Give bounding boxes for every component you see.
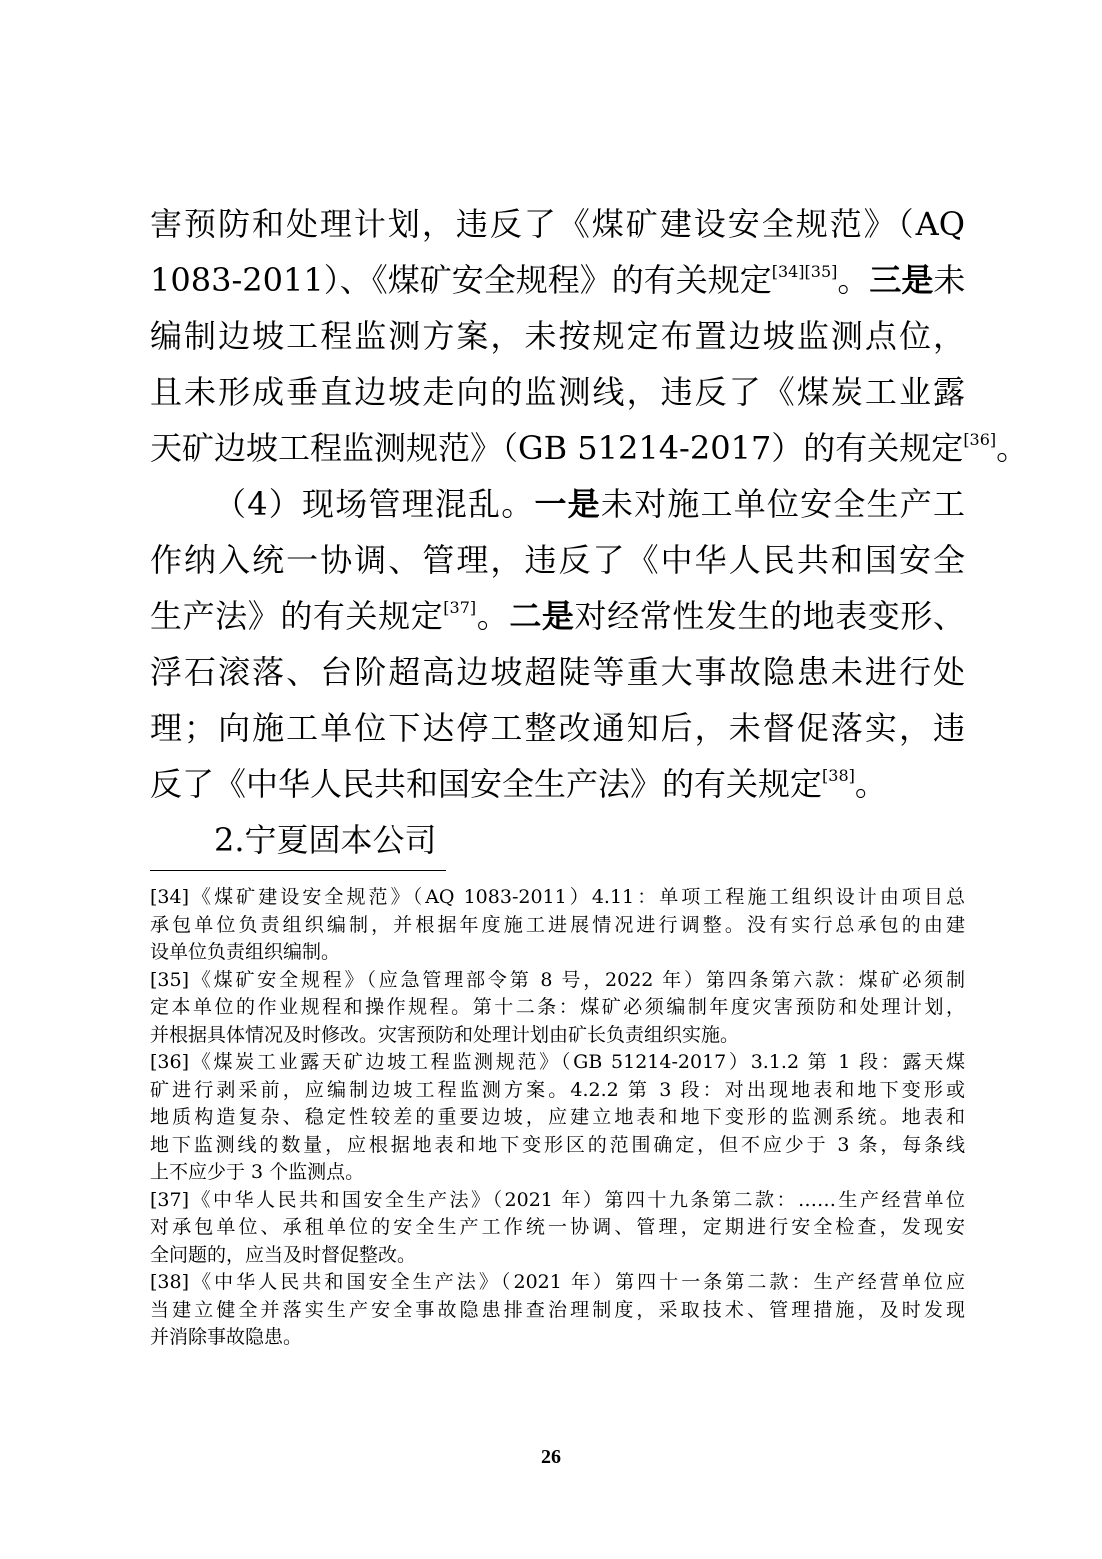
footnote-38 xyxy=(150,1269,965,1352)
footnote-divider xyxy=(150,870,446,871)
body-line xyxy=(150,476,965,532)
footnote-line: 地下监测线的数量，应根据地表和地下变形区的范围确定，但不应少于 3 条，每条线 xyxy=(150,1133,965,1156)
footnote-line: 并消除事故隐患。 xyxy=(150,1326,303,1348)
text: 生产法》的有关规定 xyxy=(150,597,444,635)
text: 1083-2011）、《煤矿安全规程》的有关规定 xyxy=(150,261,772,299)
footnote-line: 对承包单位、承租单位的安全生产工作统一协调、管理，定期进行安全检查，发现安 xyxy=(150,1216,965,1238)
text: 。 xyxy=(837,261,870,299)
body-line xyxy=(150,196,965,252)
text: 浮石滚落、台阶超高边坡超陡等重大事故隐患未进行处 xyxy=(150,653,965,691)
body-line xyxy=(150,532,965,588)
footnote-line: 矿进行剥采前，应编制边坡工程监测方案。4.2.2 第 3 段：对出现地表和地下变形或 xyxy=(150,1078,965,1101)
text: 未 xyxy=(933,261,966,299)
footnote-line: 设单位负责组织编制。 xyxy=(150,941,341,963)
section-subheading: 2.宁夏固本公司 xyxy=(214,821,437,859)
text: 对经常性发生的地表变形、 xyxy=(574,597,965,635)
bold-marker: 二是 xyxy=(509,597,575,635)
footnotes xyxy=(150,884,965,1352)
text: 害预防和处理计划，违反了《煤矿建设安全规范》（AQ xyxy=(150,205,965,243)
text: 天矿边坡工程监测规范》（GB 51214-2017）的有关规定 xyxy=(150,429,964,467)
bold-marker: 一是 xyxy=(534,485,601,523)
footnote-line: [36]《煤炭工业露天矿边坡工程监测规范》（GB 51214-2017）3.1.2 第 1 段：露天煤 xyxy=(150,1051,965,1073)
paragraph-continued xyxy=(150,196,1029,476)
body-line xyxy=(150,756,965,812)
footnote-line: 全问题的，应当及时督促整改。 xyxy=(150,1243,417,1266)
footnote-line: 定本单位的作业规程和操作规程。第十二条：煤矿必须编制年度灾害预防和处理计划， xyxy=(150,996,965,1018)
text: 作纳入统一协调、管理，违反了《中华人民共和国安全 xyxy=(150,541,965,579)
text: 理；向施工单位下达停工整改通知后，未督促落实，违 xyxy=(150,709,965,747)
text: 。 xyxy=(854,765,887,803)
footnote-line: [37]《中华人民共和国安全生产法》（2021 年）第四十九条第二款：……生产经营单位 xyxy=(150,1188,965,1211)
footnote-line: 地质构造复杂、稳定性较差的重要边坡，应建立地表和地下变形的监测系统。地表和 xyxy=(150,1106,965,1128)
footnote-ref-38[interactable]: [38] xyxy=(822,766,855,785)
footnote-line: [38]《中华人民共和国安全生产法》（2021 年）第四十一条第二款：生产经营单位应 xyxy=(150,1271,965,1293)
text: 。 xyxy=(996,429,1029,467)
footnote-37 xyxy=(150,1187,965,1270)
body-line xyxy=(150,252,965,308)
footnote-ref-36[interactable]: [36] xyxy=(963,430,997,449)
text: 编制边坡工程监测方案，未按规定布置边坡监测点位， xyxy=(150,317,965,355)
footnote-line: 并根据具体情况及时修改。灾害预防和处理计划由矿长负责组织实施。 xyxy=(150,1023,740,1046)
body-line xyxy=(150,420,1029,476)
text: 反了《中华人民共和国安全生产法》的有关规定 xyxy=(150,765,823,803)
text: 。 xyxy=(476,597,510,635)
footnote-line: 上不应少于 3 个监测点。 xyxy=(150,1161,365,1183)
footnote-ref-37[interactable]: [37] xyxy=(443,598,477,617)
body-line xyxy=(150,588,965,644)
footnote-line: [34]《煤矿建设安全规范》（AQ 1083-2011）4.11：单项工程施工组织设计由项目总 xyxy=(150,886,965,908)
footnote-line: [35]《煤矿安全规程》（应急管理部令第 8 号，2022 年）第四条第六款：煤矿必须制 xyxy=(150,968,965,991)
text: （4）现场管理混乱。 xyxy=(214,485,535,523)
body-line xyxy=(150,308,965,364)
body-line xyxy=(150,644,965,700)
footnote-35 xyxy=(150,967,965,1050)
text: 且未形成垂直边坡走向的监测线，违反了《煤炭工业露 xyxy=(150,373,965,411)
footnote-ref-34-35[interactable]: [34][35] xyxy=(771,262,838,281)
bold-marker: 三是 xyxy=(869,261,934,299)
body-line xyxy=(150,364,965,420)
footnote-line: 当建立健全并落实生产安全事故隐患排查治理制度，采取技术、管理措施，及时发现 xyxy=(150,1298,965,1321)
paragraph-site-management xyxy=(150,476,965,812)
footnote-line: 承包单位负责组织编制，并根据年度施工进展情况进行调整。没有实行总承包的由建 xyxy=(150,913,965,936)
text: 未对施工单位安全生产工 xyxy=(600,485,965,523)
footnote-36 xyxy=(150,1049,965,1187)
body-text xyxy=(150,196,1029,868)
body-line xyxy=(150,700,965,756)
page-number: 26 xyxy=(541,1446,561,1468)
footnote-34 xyxy=(150,884,965,967)
